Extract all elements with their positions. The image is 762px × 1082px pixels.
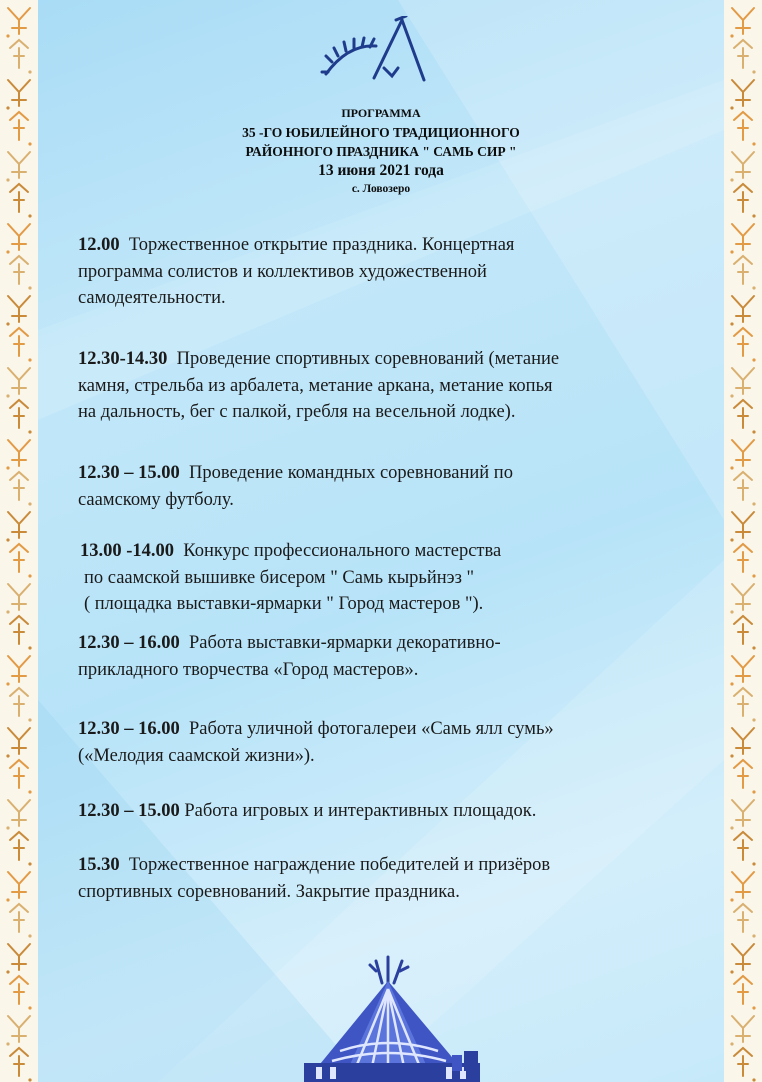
- ornament-motif: [6, 800, 30, 830]
- ornament-motif: [734, 328, 756, 362]
- item-time: 15.30: [78, 855, 120, 875]
- schedule-item: [78, 232, 698, 312]
- item-text: камня, стрельба из арбалета, метание аркана, метание копья: [78, 375, 553, 396]
- ornament-motif: [734, 256, 756, 290]
- item-time: 12.00: [78, 235, 120, 255]
- tent-logo-icon: [296, 955, 486, 1082]
- program-subtitle-line1: 35 -ГО ЮБИЛЕЙНОГО ТРАДИЦИОННОГО: [242, 125, 520, 140]
- ornament-motif: [730, 296, 754, 326]
- ornament-motif: [10, 616, 32, 650]
- ornament-motif: [10, 184, 32, 218]
- item-text: спортивных соревнований. Закрытие праздника.: [78, 881, 460, 902]
- item-time: 12.30 – 15.00: [78, 801, 180, 821]
- ornament-motif: [10, 328, 32, 362]
- ornament-border-left: [0, 0, 38, 1082]
- program-panel: [38, 0, 724, 1082]
- item-text: Работа выставки-ярмарки декоративно-: [189, 633, 501, 653]
- ornament-motif: [734, 832, 756, 866]
- ornament-motif: [734, 472, 756, 506]
- ornament-motif: [730, 728, 754, 758]
- ornament-motif: [730, 1016, 754, 1046]
- item-text: Проведение командных соревнований по: [189, 463, 513, 483]
- ornament-motif: [734, 760, 756, 794]
- ornament-motif: [734, 544, 756, 578]
- ornament-motif: [730, 440, 754, 470]
- schedule-item: [78, 460, 698, 513]
- ornament-motif: [730, 800, 754, 830]
- schedule-item: [78, 798, 698, 825]
- program-date: 13 июня 2021 года: [318, 162, 444, 179]
- sun-tent-logo-icon: [318, 16, 428, 88]
- ornament-motif: [6, 296, 30, 326]
- ornament-motif: [734, 1048, 756, 1082]
- ornament-motif: [6, 224, 30, 254]
- ornament-motif: [10, 688, 32, 722]
- ornament-motif: [10, 760, 32, 794]
- ornament-motif: [6, 656, 30, 686]
- item-text: на дальность, бег с палкой, гребля на весельной лодке).: [78, 402, 516, 422]
- ornament-motif: [10, 112, 32, 146]
- ornament-motif: [730, 224, 754, 254]
- ornament-motif: [730, 872, 754, 902]
- ornament-motif: [10, 1048, 32, 1082]
- item-text: ( площадка выставки-ярмарки " Город мастеров ").: [84, 594, 484, 614]
- ornament-motif: [10, 904, 32, 938]
- schedule-item: [80, 538, 700, 618]
- ornament-motif: [730, 944, 754, 974]
- ornament-motif: [730, 80, 754, 110]
- ornament-motif: [10, 976, 32, 1010]
- item-text: Торжественное награждение победителей и призёров: [128, 855, 551, 875]
- ornament-motif: [6, 728, 30, 758]
- ornament-motif: [6, 8, 30, 38]
- ornament-motif: [730, 152, 754, 182]
- schedule-item: [78, 346, 698, 426]
- ornament-motif: [10, 40, 32, 74]
- item-text: Работа игровых и интерактивных площадок.: [184, 801, 537, 821]
- item-text: программа солистов и коллективов художественной: [78, 261, 487, 282]
- ornament-motif: [6, 152, 30, 182]
- ornament-motif: [6, 584, 30, 614]
- ornament-motif: [10, 256, 32, 290]
- program-place: с. Ловозеро: [351, 183, 411, 195]
- ornament-motif: [6, 1016, 30, 1046]
- ornament-border-right: [724, 0, 762, 1082]
- item-text: Конкурс профессионального мастерства: [183, 541, 502, 561]
- ornament-motif: [734, 40, 756, 74]
- ornament-motif: [10, 400, 32, 434]
- ornament-motif: [734, 976, 756, 1010]
- item-text: самодеятельности.: [78, 288, 226, 308]
- item-time: 12.30 – 15.00: [78, 463, 180, 483]
- ornament-motif: [734, 184, 756, 218]
- ornament-motif: [6, 512, 30, 542]
- ornament-motif: [734, 904, 756, 938]
- ornament-motif: [730, 584, 754, 614]
- item-text: Торжественное открытие праздника. Концертная: [128, 235, 515, 255]
- program-title: ПРОГРАММА: [341, 106, 421, 120]
- item-time: 12.30 – 16.00: [78, 719, 180, 739]
- ornament-motif: [734, 112, 756, 146]
- ornament-motif: [6, 944, 30, 974]
- item-text: Работа уличной фотогалереи «Самь ялл сумь»: [189, 719, 554, 739]
- ornament-motif: [10, 472, 32, 506]
- item-text: саамскому футболу.: [78, 489, 234, 510]
- item-time: 13.00 -14.00: [80, 541, 175, 561]
- ornament-motif: [730, 512, 754, 542]
- ornament-motif: [6, 80, 30, 110]
- ornament-motif: [10, 832, 32, 866]
- ornament-motif: [6, 440, 30, 470]
- item-text: по саамской вышивке бисером " Самь кырьйнэз ": [84, 567, 475, 588]
- item-time: 12.30 – 16.00: [78, 633, 180, 653]
- ornament-motif: [734, 400, 756, 434]
- item-time: 12.30-14.30: [78, 349, 168, 369]
- schedule-item: [78, 852, 698, 905]
- ornament-motif: [6, 872, 30, 902]
- item-text: («Мелодия саамской жизни»).: [78, 745, 315, 766]
- ornament-motif: [730, 368, 754, 398]
- schedule-item: [78, 630, 698, 683]
- item-text: Проведение спортивных соревнований (метание: [176, 349, 560, 369]
- ornament-motif: [734, 688, 756, 722]
- ornament-motif: [6, 368, 30, 398]
- ornament-motif: [10, 544, 32, 578]
- ornament-motif: [730, 8, 754, 38]
- item-text: прикладного творчества «Город мастеров».: [78, 659, 419, 680]
- ornament-motif: [734, 616, 756, 650]
- schedule-item: [78, 716, 698, 769]
- ornament-motif: [730, 656, 754, 686]
- program-subtitle-line2: РАЙОННОГО ПРАЗДНИКА " САМЬ СИР ": [245, 144, 517, 159]
- program-header: [38, 104, 724, 199]
